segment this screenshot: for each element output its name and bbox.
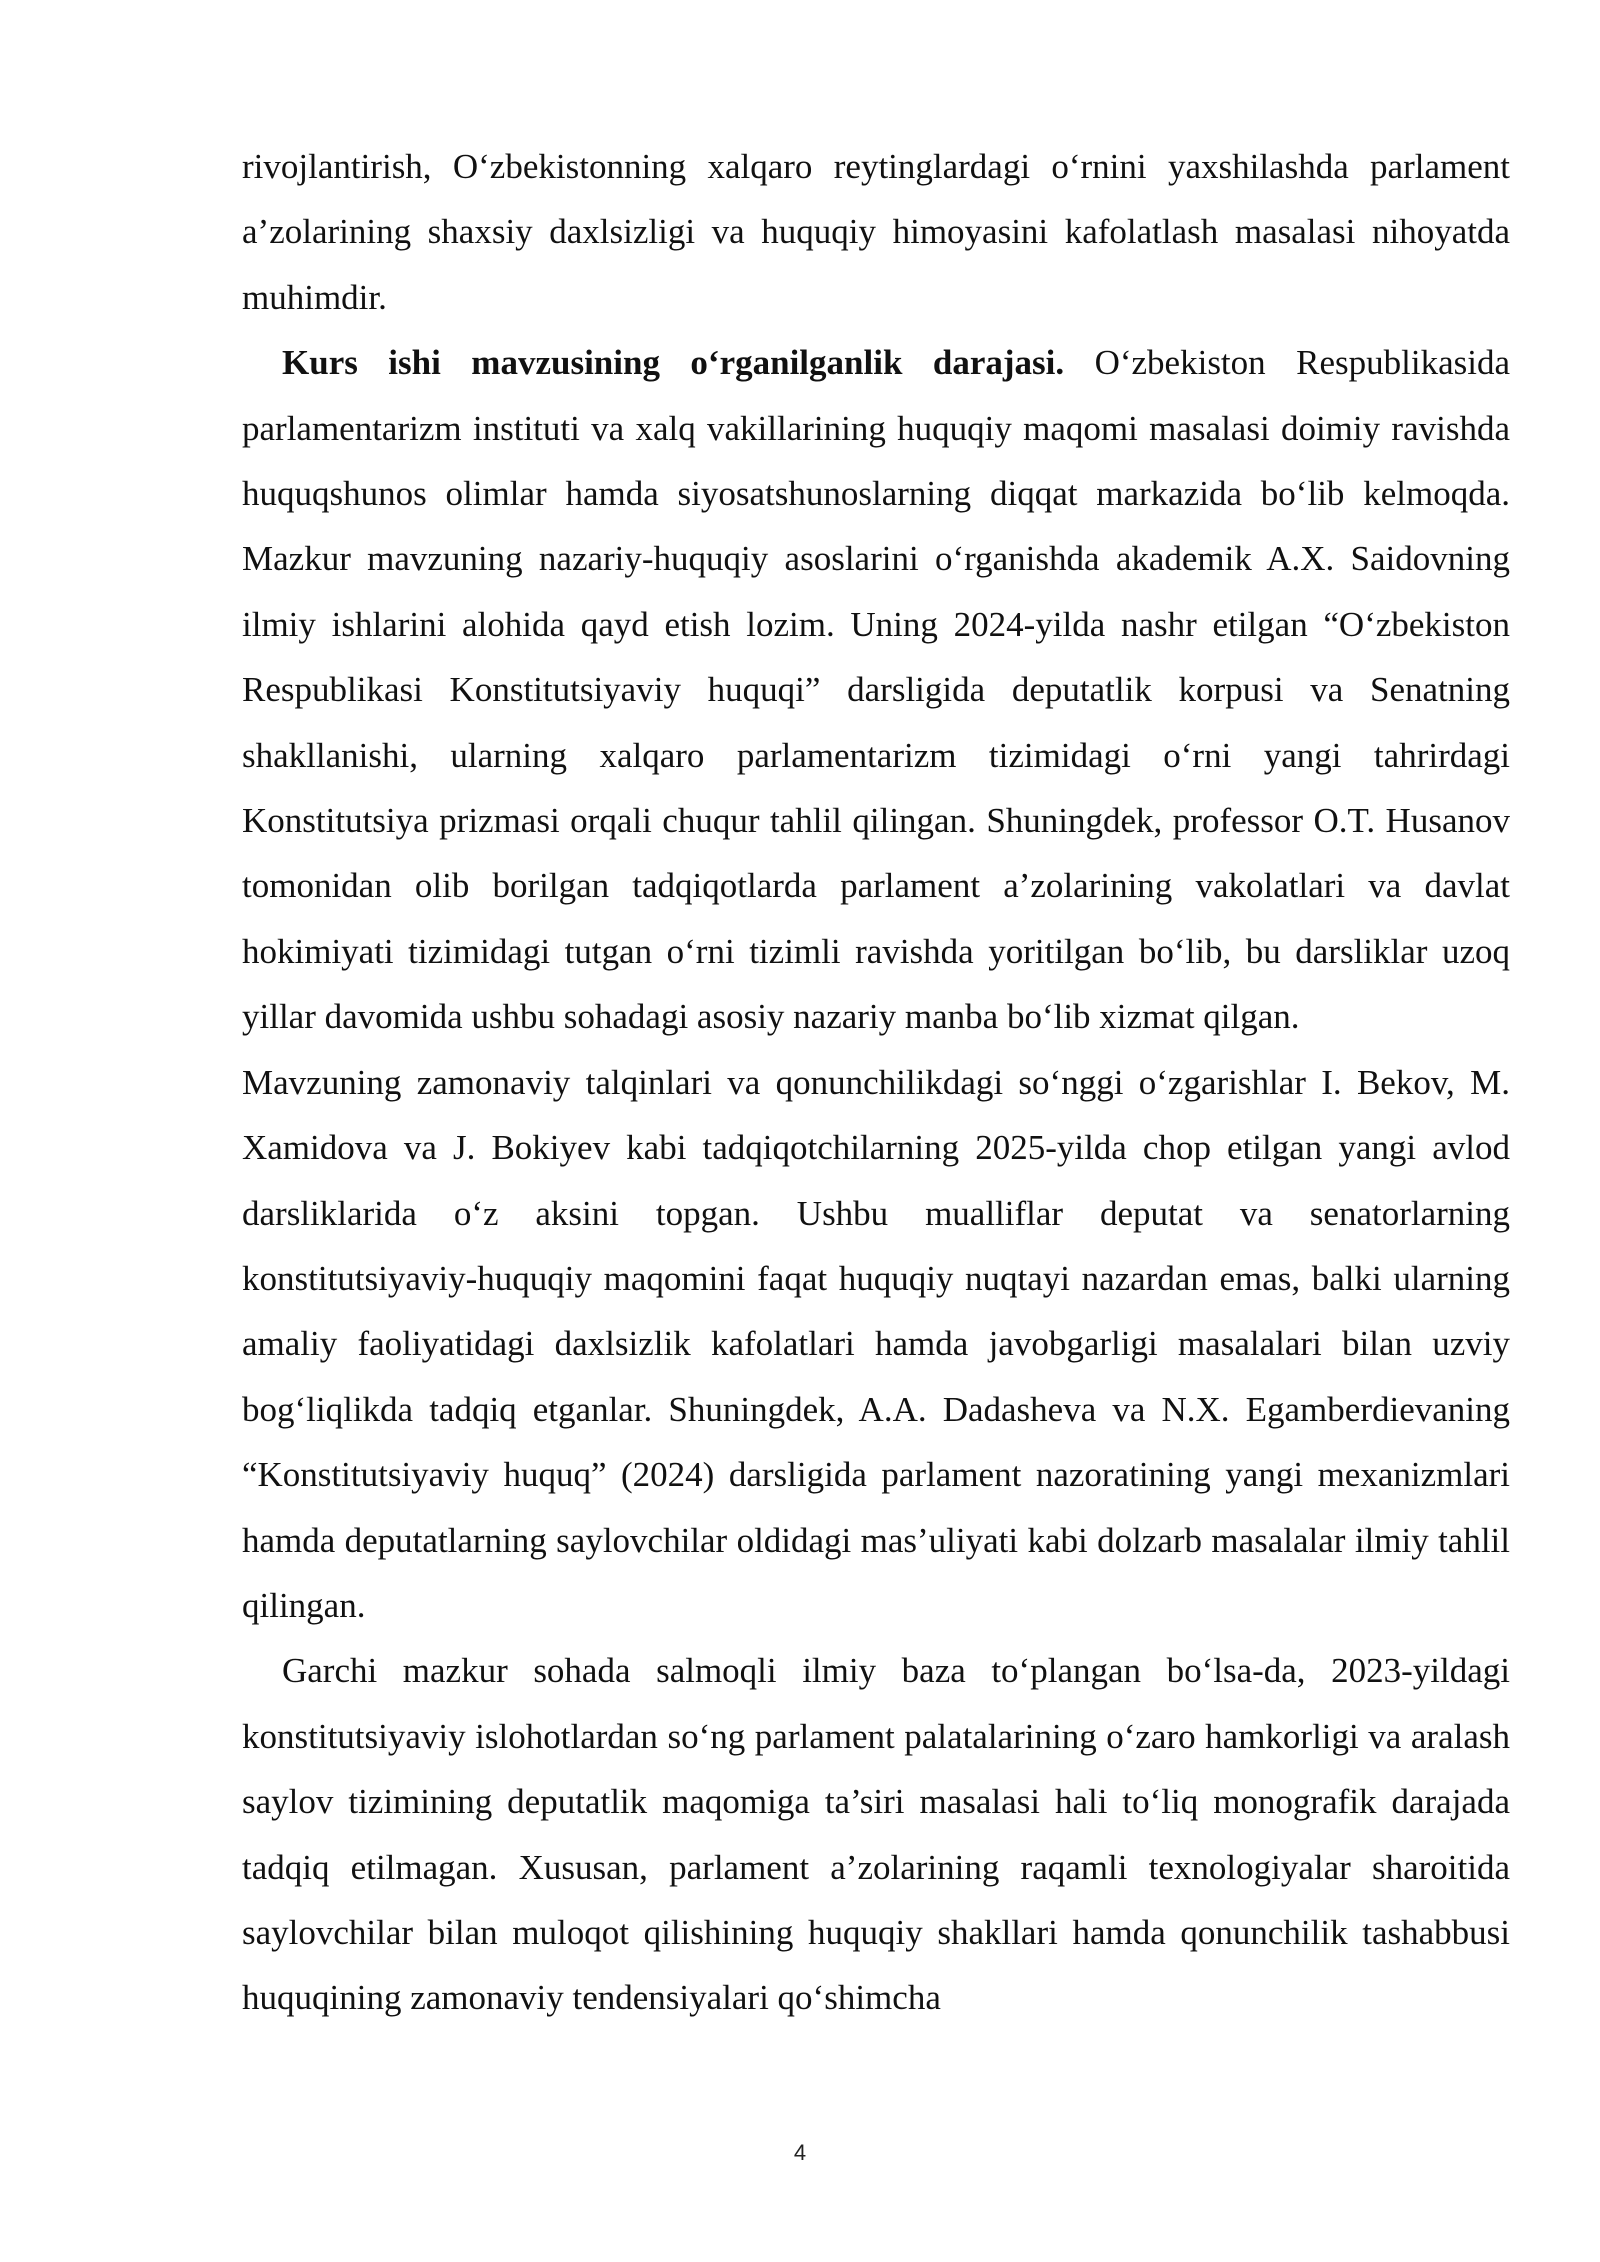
paragraph-intro-continuation — [242, 134, 1510, 330]
body-text — [242, 134, 1510, 2031]
paragraph-research-degree — [242, 330, 1510, 1049]
section-heading: Kurs ishi mavzusining o‘rganilganlik darajasi. — [282, 343, 1065, 383]
paragraph-research-gap — [242, 1638, 1510, 2030]
paragraph-text: rivojlantirish, O‘zbekistonning xalqaro reytinglardagi o‘rnini yaxshilashda parlament a’zolarining shaxsiy daxlsizligi va huquqiy himoyasini kafolatlash masalasi nihoyatda muhimdir. — [242, 147, 1510, 317]
page-number: 4 — [793, 2140, 807, 2165]
paragraph-text: Garchi mazkur sohada salmoqli ilmiy baza to‘plangan bo‘lsa-da, 2023-yildagi konstitutsiyaviy islohotlardan so‘ng parlament palatalarining o‘zaro hamkorligi va aralash saylov tizimining deputatlik maqomiga ta’siri masalasi hali to‘liq monografik darajada tadqiq etilmagan. Xususan, parlament a’zolarining raqamli texnologiyalar sharoitida saylovchilar bilan muloqot qilishining huquqiy shakllari hamda qonunchilik tashabbusi huquqining zamonaviy tendensiyalari qo‘shimcha — [242, 1651, 1510, 2018]
paragraph-text: Mavzuning zamonaviy talqinlari va qonunchilikdagi so‘nggi o‘zgarishlar I. Bekov, M. Xamidova va J. Bokiyev kabi tadqiqotchilarning 2025-yilda chop etilgan yangi avlod darsliklarida o‘z aksini topgan. Ushbu mualliflar deputat va senatorlarning konstitutsiyaviy-huquqiy maqomini faqat huquqiy nuqtayi nazardan emas, balki ularning amaliy faoliyatidagi daxlsizlik kafolatlari hamda javobgarligi masalalari bilan uzviy bog‘liqlikda tadqiq etganlar. Shuningdek, A.A. Dadasheva va N.X. Egamberdievaning “Konstitutsiyaviy huquq” (2024) darsligida parlament nazoratining yangi mexanizmlari hamda deputatlarning saylovchilar oldidagi mas’uliyati kabi dolzarb masalalar ilmiy tahlil qilingan. — [242, 1062, 1510, 1625]
paragraph-text: O‘zbekiston Respublikasida parlamentarizm instituti va xalq vakillarining huquqiy maqomi masalasi doimiy ravishda huquqshunos olimlar hamda siyosatshunoslarning diqqat markazida bo‘lib kelmoqda. Mazkur mavzuning nazariy-huquqiy asoslarini o‘rganishda akademik A.X. Saidovning ilmiy ishlarini alohida qayd etish lozim. Uning 2024-yilda nashr etilgan “O‘zbekiston Respublikasi Konstitutsiyaviy huquqi” darsligida deputatlik korpusi va Senatning shakllanishi, ularning xalqaro parlamentarizm tizimidagi o‘rni yangi tahrirdagi Konstitutsiya prizmasi orqali chuqur tahlil qilingan. Shuningdek, professor O.T. Husanov tomonidan olib borilgan tadqiqotlarda parlament a’zolarining vakolatlari va davlat hokimiyati tizimidagi tutgan o‘rni tizimli ravishda yoritilgan bo‘lib, bu darsliklar uzoq yillar davomida ushbu sohadagi asosiy nazariy manba bo‘lib xizmat qilgan. — [242, 343, 1510, 1037]
paragraph-modern-interpretations — [242, 1050, 1510, 1639]
